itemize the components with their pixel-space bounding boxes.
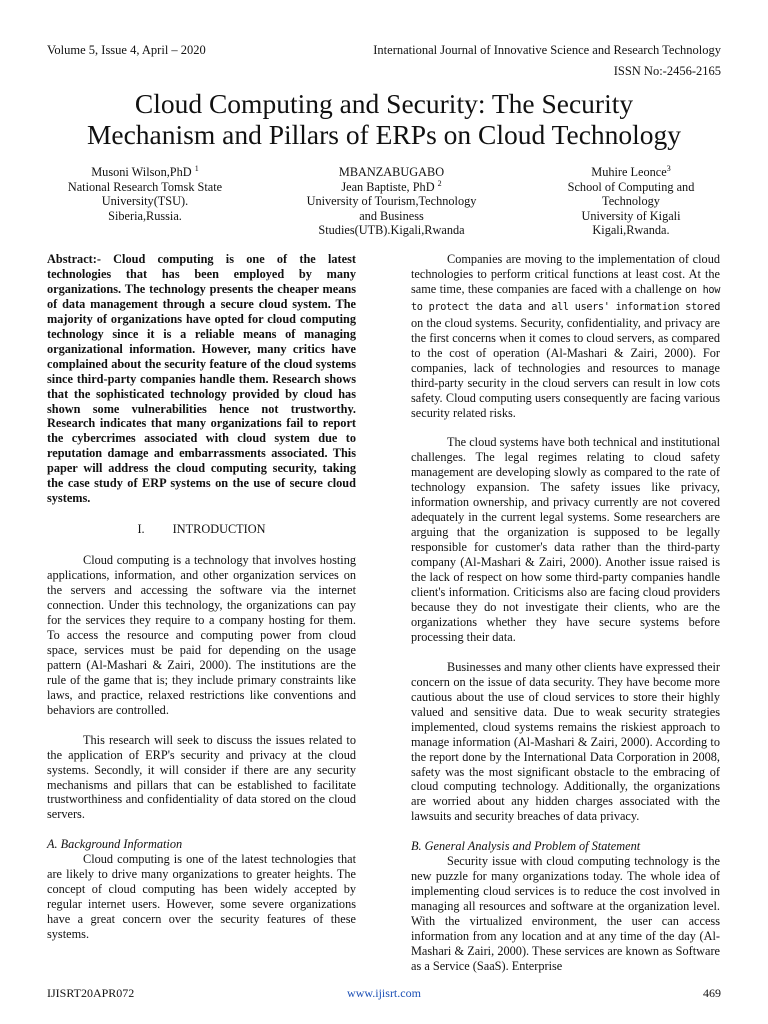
affiliation-mark: 1 xyxy=(194,163,199,173)
author-name: Musoni Wilson,PhD xyxy=(91,165,192,179)
paragraph: Security issue with cloud computing technology is the new puzzle for many organizations today. The whole idea of implementing cloud services is to reduce the cost involved in managing all resources and software at the organization level. With the virtualized environment, the user can access information from any location and at any time of the day (Al-Mashari & Zairi, 2000). These services are known as Software as a Service (SaaS). Enterprise xyxy=(411,854,720,973)
affiliation-line: and Business xyxy=(359,208,424,223)
author-2 xyxy=(285,165,498,238)
text-run: Companies are moving to the implementation of cloud technologies to perform critical functions at least cost. At the same time, these companies are faced with a challenge xyxy=(411,252,720,296)
title-line-2: Mechanism and Pillars of ERPs on Cloud Technology xyxy=(86,119,682,150)
affiliation-line: University(TSU). xyxy=(101,194,189,209)
paper-title xyxy=(40,88,728,150)
paragraph: Cloud computing is a technology that involves hosting applications, information, and other organization services on the servers and accessing the software via the internet connection. Under this technology, the organizations can pay for the services they require to a company hosting for them. To access the resource and computing power from cloud space, services must be paid for depending on the usage pattern (Al-Mashari & Zairi, 2000). The institutions are the rule of the game that is; they include primary constraints like laws, and practice, relaxed restrictions like conventions and behaviors are controlled. xyxy=(47,553,356,717)
author-name-cont: Jean Baptiste, PhD xyxy=(341,179,435,194)
affiliation-line: University of Kigali xyxy=(581,208,681,223)
author-name: Muhire Leonce xyxy=(591,165,667,179)
affiliation-line: Technology xyxy=(602,194,660,209)
affiliation-line: Studies(UTB).Kigali,Rwanda xyxy=(318,223,465,238)
affiliation-line: Siberia,Russia. xyxy=(108,208,182,223)
author-3 xyxy=(545,165,717,238)
right-column xyxy=(411,252,720,974)
affiliation-line: University of Tourism,Technology xyxy=(306,194,477,209)
affiliation-line: School of Computing and xyxy=(567,179,695,194)
subsection-heading-general-analysis: B. General Analysis and Problem of Statement xyxy=(411,839,641,854)
left-column xyxy=(47,252,356,942)
section-number: I. xyxy=(137,522,145,537)
section-heading-introduction xyxy=(47,522,356,537)
volume-issue: Volume 5, Issue 4, April – 2020 xyxy=(47,43,206,57)
subsection-heading-background: A. Background Information xyxy=(47,837,183,852)
journal-name: International Journal of Innovative Science and Research Technology xyxy=(373,43,721,57)
affiliation-line: Kigali,Rwanda. xyxy=(592,223,670,238)
abstract: Abstract:- Cloud computing is one of the latest technologies that has been employed by many organizations. The technology presents the cheaper means of data management through a secure cloud system. The majority of organizations have opted for cloud computing technology since it is a reliable means of managing organizational information. However, many critics have complained about the security feature of the cloud systems since third-party companies handle them. Research shows that the sophisticated technology provided by cloud has shown some vulnerabilities hence not trustworthy. Research indicates that many organizations fail to report the cybercrimes associated with cloud system due to reputation damage and embarrassments associated. This paper will address the cloud computing security, taking the case study of ERP systems on the use of secure cloud systems. xyxy=(47,252,356,506)
paragraph: Cloud computing is one of the latest technologies that are likely to drive many organizations to greater heights. The concept of cloud computing has been widely accepted by regular internet users. However, some severe organizations have a great concern over the security features of these systems. xyxy=(47,852,356,942)
page-number: 469 xyxy=(703,986,721,1000)
section-title: INTRODUCTION xyxy=(172,522,266,537)
affiliation-line: National Research Tomsk State xyxy=(67,179,223,194)
text-run: on the cloud systems. Security, confidentiality, and privacy are the first concerns when it comes to cloud servers, as compared to the cost of operation (Al-Mashari & Zairi, 2000). For companies, lack of technologies and resources to manage third-party security in the cloud servers can result in low cots safety. Cloud computing users consequently are facing various security related risks. xyxy=(411,315,720,420)
paper-code: IJISRT20APR072 xyxy=(47,986,135,1000)
author-name: MBANZABUGABO xyxy=(338,165,445,179)
author-block xyxy=(40,165,728,240)
author-1 xyxy=(55,165,235,223)
journal-url-link[interactable]: www.ijisrt.com xyxy=(347,986,421,1000)
paragraph: The cloud systems have both technical and institutional challenges. The legal regimes relating to cloud safety management are developing slowly as compared to the rate of technology expansion. The safety issues like privacy, information ownership, and privacy currently are not covered adequately in the current legal systems. Some researchers are arguing that the organization is supposed to be legally responsible for customer's data rather than the third-party company (Al-Mashari & Zairi, 2000). Another issue raised is the lack of respect on how some third-party companies handle client's information. Criticisms also are facing cloud providers because they do not investigate their clients, who are the organizations whether they have secure systems before processing their data. xyxy=(411,435,720,644)
title-line-1: Cloud Computing and Security: The Security xyxy=(134,88,634,119)
paragraph: Businesses and many other clients have expressed their concern on the issue of data security. They have become more cautious about the use of cloud services to store their highly valued and sensitive data. Due to weak security strategies implemented, cloud systems remains the riskiest approach to manage information (Al-Mashari & Zairi, 2000). According to the report done by the International Data Corporation in 2008, safety was the most significant obstacle to the embracing of cloud computing technology. Additionally, the organizations are worried about any hidden charges associated with the lawsuits and security breaches of data privacy. xyxy=(411,659,720,824)
paragraph xyxy=(411,252,720,420)
affiliation-mark: 3 xyxy=(666,163,671,173)
text-run-mono: on how to protect the data and all users' information stored xyxy=(411,284,720,313)
paragraph: This research will seek to discuss the issues related to the application of ERP's security and privacy at the cloud systems. Secondly, it will consider if there are any security mechanisms and pillars that can be established to facilitate trustworthiness and confidentiality of data stored on the cloud servers. xyxy=(47,732,356,822)
affiliation-mark: 2 xyxy=(437,178,442,188)
issn-number: ISSN No:-2456-2165 xyxy=(613,64,721,78)
